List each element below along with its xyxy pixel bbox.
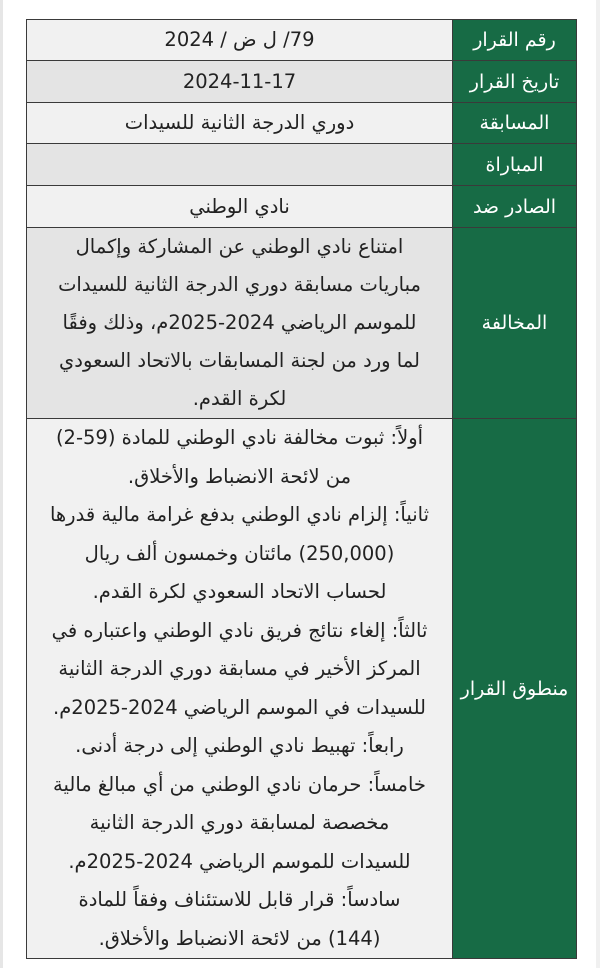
label-competition: المسابقة <box>453 103 577 144</box>
violation-line: امتناع نادي الوطني عن المشاركة وإكمال <box>75 235 404 258</box>
label-violation: المخالفة <box>453 228 577 419</box>
label-issued-against: الصادر ضد <box>453 186 577 228</box>
row-ruling <box>27 419 577 959</box>
label-decision-date: تاريخ القرار <box>453 61 577 103</box>
page-edge-left <box>0 0 3 968</box>
ruling-line: خامساً: حرمان نادي الوطني من أي مبالغ مالية <box>53 772 426 796</box>
ruling-line: لحساب الاتحاد السعودي لكرة القدم. <box>92 580 387 603</box>
ruling-line: أولاً: ثبوت مخالفة نادي الوطني للمادة (59-2) <box>55 426 424 449</box>
violation-line: لكرة القدم. <box>192 387 287 410</box>
row-competition <box>27 103 577 144</box>
ruling-line: (144) من لائحة الانضباط والأخلاق. <box>98 926 381 950</box>
violation-line: مباريات مسابقة دوري الدرجة الثانية للسيدات <box>58 273 421 296</box>
ruling-line: ثالثاً: إلغاء نتائج فريق نادي الوطني واعتباره في <box>51 618 428 642</box>
value-issued-against: نادي الوطني <box>27 186 453 228</box>
row-violation <box>27 228 577 419</box>
label-decision-number: رقم القرار <box>453 20 577 61</box>
page-edge-right <box>596 0 600 968</box>
ruling-line: مخصصة لمسابقة دوري الدرجة الثانية <box>89 811 390 834</box>
ruling-line: للسيدات للموسم الرياضي 2024-2025م. <box>68 849 411 873</box>
ruling-line: من لائحة الانضباط والأخلاق. <box>127 464 352 488</box>
label-ruling: منطوق القرار <box>453 419 577 959</box>
ruling-line: للسيدات في الموسم الرياضي 2024-2025م. <box>53 695 426 719</box>
violation-line: لما ورد من لجنة المسابقات بالاتحاد السعودي <box>59 349 420 372</box>
ruling-line: ثانياً: إلزام نادي الوطني بدفع غرامة مالية قدرها <box>49 503 430 526</box>
row-decision-number <box>27 20 577 61</box>
value-competition: دوري الدرجة الثانية للسيدات <box>27 103 453 144</box>
row-decision-date <box>27 61 577 103</box>
value-violation <box>27 228 453 419</box>
ruling-line: (250,000) مائتان وخمسون ألف ريال <box>84 541 395 565</box>
value-decision-date: 2024-11-17 <box>27 61 453 103</box>
value-decision-number: 79/ ل ض / 2024 <box>27 20 453 61</box>
ruling-line: رابعاً: تهبيط نادي الوطني إلى درجة أدنى. <box>75 734 404 757</box>
ruling-line: المركز الأخير في مسابقة دوري الدرجة الثانية <box>58 657 421 680</box>
label-match: المباراة <box>453 144 577 186</box>
decision-table <box>26 19 577 959</box>
row-match <box>27 144 577 186</box>
row-issued-against <box>27 186 577 228</box>
violation-line: للموسم الرياضي 2024-2025م، وذلك وفقًا <box>62 311 417 334</box>
value-ruling <box>27 419 453 959</box>
ruling-line: سادساً: قرار قابل للاستئناف وفقاً للمادة <box>78 888 401 911</box>
value-match <box>27 144 453 186</box>
